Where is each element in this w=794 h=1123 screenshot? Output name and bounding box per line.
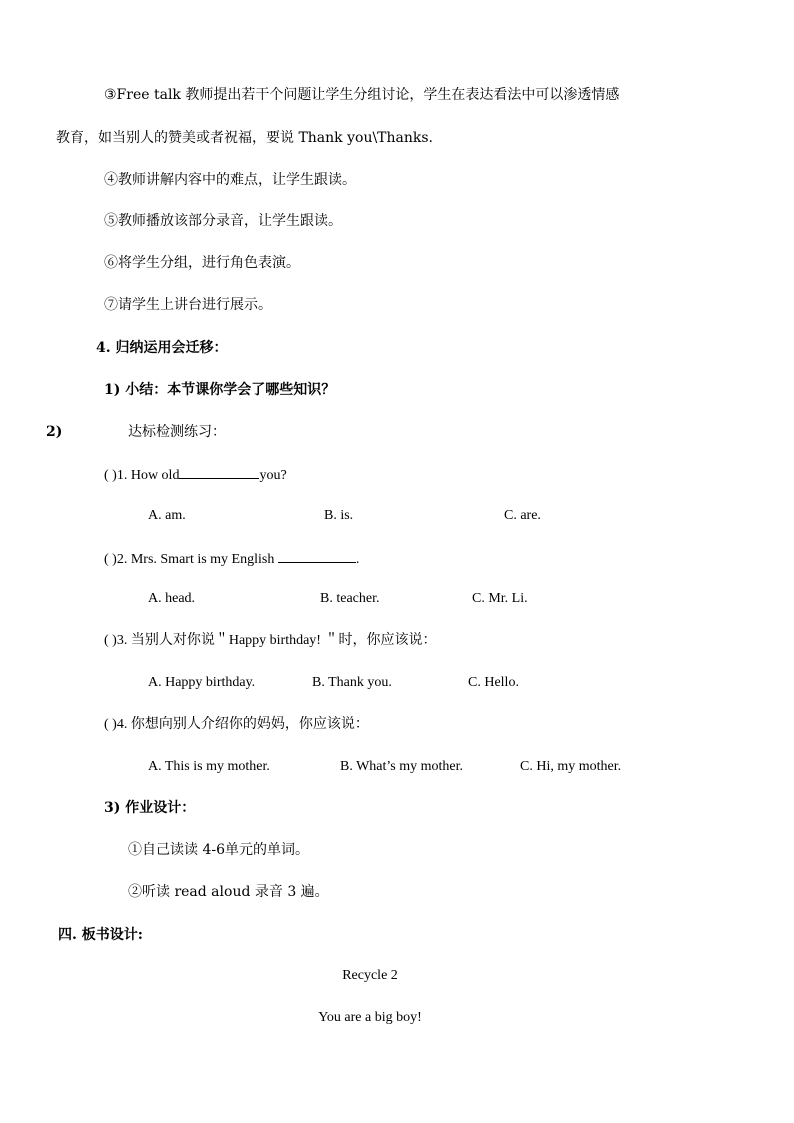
- homework-item-2: ②听读 read aloud 录音 3 遍。: [128, 884, 329, 900]
- step-4: ④教师讲解内容中的难点，让学生跟读。: [104, 172, 356, 188]
- answer-blank: [179, 464, 259, 479]
- board-heading: 四. 板书设计:: [58, 927, 143, 943]
- option-c: C. Mr. Li.: [472, 591, 528, 606]
- answer-paren[interactable]: ( ): [104, 552, 117, 567]
- option-a: A. This is my mother.: [148, 759, 270, 774]
- homework-heading: 3) 作业设计：: [104, 800, 196, 816]
- question-2: [104, 548, 359, 570]
- answer-paren[interactable]: ( ): [104, 468, 117, 483]
- summary-item: [104, 380, 335, 400]
- question-stem-end: .: [355, 552, 360, 567]
- homework-item-1: ①自己读读 4-6单元的单词。: [128, 842, 309, 858]
- question-stem-end: you?: [259, 468, 287, 483]
- step-3-line-1: ③Free talk 教师提出若干个问题让学生分组讨论，学生在表达看法中可以渗透情感: [104, 87, 620, 103]
- option-b: B. is.: [324, 508, 354, 523]
- question-stem: 2. Mrs. Smart is my English: [116, 552, 275, 567]
- board-subtitle: You are a big boy!: [318, 1010, 422, 1025]
- step-7: ⑦请学生上讲台进行展示。: [104, 297, 272, 313]
- option-b: B. Thank you.: [312, 675, 392, 690]
- option-c: C. Hi, my mother.: [520, 759, 622, 774]
- answer-blank: [278, 548, 356, 563]
- exercise-number: 2): [46, 424, 63, 440]
- summary-text: 1) 小结：本节课你学会了哪些知识？: [104, 382, 336, 398]
- option-c: C. Hello.: [468, 675, 519, 690]
- answer-paren[interactable]: ( ): [104, 633, 117, 648]
- answer-paren[interactable]: ( ): [104, 717, 117, 732]
- step-6: ⑥将学生分组，进行角色表演。: [104, 255, 300, 271]
- section-4-heading: 4. 归纳运用会迁移：: [96, 340, 228, 356]
- question-stem: 3. 当别人对你说＂Happy birthday! ＂时，你应该说：: [116, 633, 437, 648]
- question-stem: 1. How old: [116, 468, 180, 483]
- board-title: Recycle 2: [342, 968, 398, 983]
- option-a: A. am.: [148, 508, 186, 523]
- option-a: A. head.: [148, 591, 196, 606]
- option-b: B. teacher.: [320, 591, 380, 606]
- exercise-heading: 达标检测练习：: [128, 424, 226, 440]
- question-4: [104, 715, 369, 735]
- option-b: B. What’s my mother.: [340, 759, 464, 774]
- step-5: ⑤教师播放该部分录音，让学生跟读。: [104, 213, 342, 229]
- question-1: [104, 464, 287, 486]
- step-3-line-2: 教育，如当别人的赞美或者祝福，要说 Thank you\Thanks.: [56, 130, 434, 146]
- option-a: A. Happy birthday.: [148, 675, 256, 690]
- question-3: [104, 631, 436, 651]
- question-stem: 4. 你想向别人介绍你的妈妈，你应该说：: [116, 717, 369, 732]
- option-c: C. are.: [504, 508, 541, 523]
